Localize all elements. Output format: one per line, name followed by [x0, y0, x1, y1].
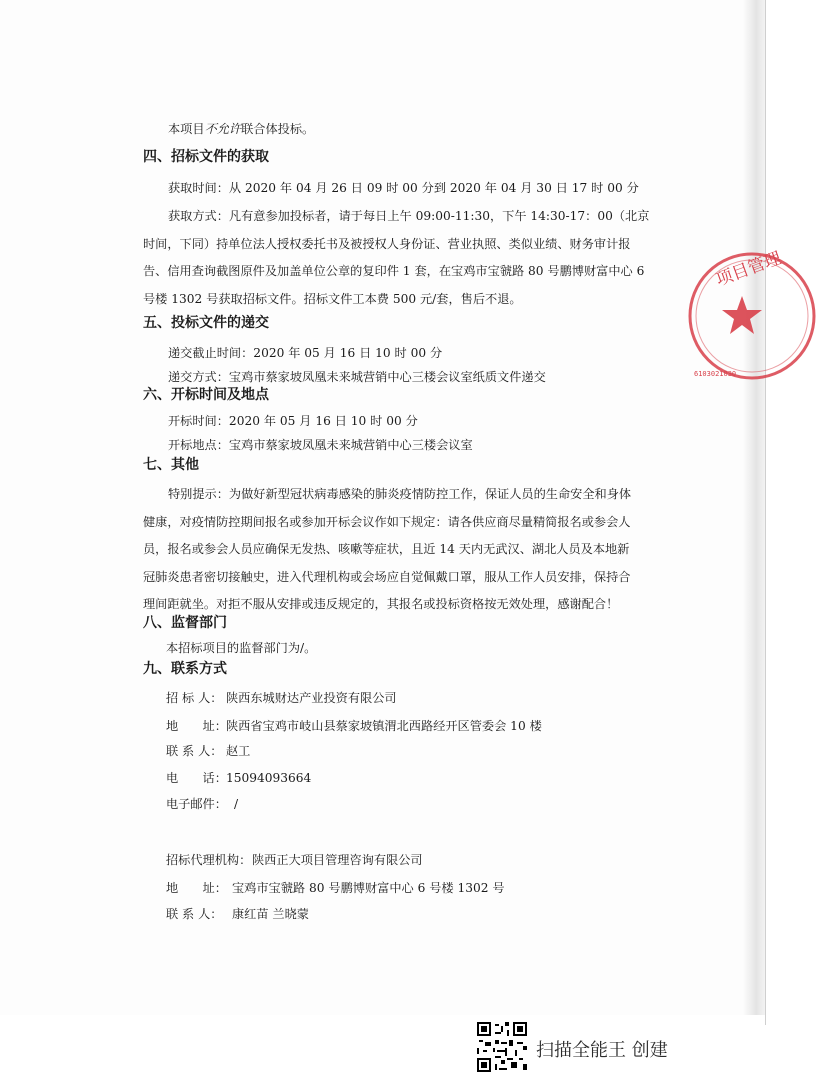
- section-8-heading: 八、监督部门: [143, 615, 227, 631]
- contact-label: 招 标 人：: [166, 691, 223, 705]
- joint-bid-notice: [168, 121, 314, 137]
- s4-method-line-4: 号楼 1302 号获取招标文件。招标文件工本费 500 元/套，售后不退。: [143, 292, 522, 306]
- s7-line-3: 员，报名或参会人员应确保无发热、咳嗽等症状，且近 14 天内无武汉、湖北人员及本地新: [143, 542, 630, 556]
- s4-acquire-time: 获取时间：从 2020 年 04 月 26 日 09 时 00 分到 2020 年 04 月 30 日 17 时 00 分: [168, 181, 639, 195]
- tenderer-email-row: [166, 796, 238, 812]
- agency-name-row: [166, 852, 423, 868]
- notice-text-after: 联合体投标。: [241, 122, 315, 136]
- s5-place: 递交方式：宝鸡市蔡家坡凤凰未来城营销中心三楼会议室纸质文件递交: [168, 370, 546, 384]
- contact-value: /: [234, 797, 239, 811]
- company-seal-stamp: [682, 248, 822, 388]
- contact-value: 康红苗 兰晓蒙: [232, 907, 309, 921]
- contact-label: 电子邮件：: [166, 797, 227, 811]
- tenderer-phone-row: [166, 770, 311, 786]
- notice-text-emphasis: 不允许: [204, 122, 242, 136]
- agency-address-row: [166, 880, 505, 896]
- contact-value: 陕西正大项目管理咨询有限公司: [252, 853, 423, 867]
- s4-method-line-3: 告、信用查询截图原件及加盖单位公章的复印件 1 套，在宝鸡市宝虢路 80 号鹏博财富中心 6: [143, 264, 645, 278]
- contact-label: 联 系 人：: [166, 907, 223, 921]
- s7-line-2: 健康，对疫情防控期间报名或参加开标会议作如下规定：请各供应商尽量精简报名或参会人: [143, 515, 631, 529]
- s8-text: 本招标项目的监督部门为/。: [166, 641, 317, 655]
- seal-star-icon: [722, 296, 762, 334]
- s4-method-line-1: 获取方式：凡有意参加投标者，请于每日上午 09:00-11:30，下午 14:30-17：00（北京: [168, 209, 650, 223]
- s5-deadline: 递交截止时间：2020 年 05 月 16 日 10 时 00 分: [168, 346, 443, 360]
- notice-text-before: 本项目: [168, 122, 205, 136]
- contact-label: 电 话：: [166, 771, 227, 785]
- section-7-heading: 七、其他: [143, 457, 199, 473]
- section-9-heading: 九、联系方式: [143, 661, 227, 677]
- section-4-heading: 四、招标文件的获取: [143, 149, 269, 165]
- section-5-heading: 五、投标文件的递交: [143, 315, 269, 331]
- s6-place: 开标地点：宝鸡市蔡家坡凤凰未来城营销中心三楼会议室: [168, 438, 473, 452]
- qr-code-icon: [477, 1022, 527, 1072]
- s4-method-line-2: 时间，下同）持单位法人授权委托书及被授权人身份证、营业执照、类似业绩、财务审计报: [143, 237, 631, 251]
- contact-value: 15094093664: [226, 771, 312, 785]
- page-edge: [743, 0, 765, 1030]
- seal-serial: 6103021030: [694, 370, 737, 378]
- scanner-watermark-text: 扫描全能王 创建: [536, 1040, 668, 1061]
- contact-value: 陕西东城财达产业投资有限公司: [226, 691, 397, 705]
- contact-label: 地 址：: [166, 881, 227, 895]
- seal-text: 项目管理: [713, 248, 785, 291]
- contact-value: 陕西省宝鸡市岐山县蔡家坡镇渭北西路经开区管委会 10 楼: [226, 719, 542, 733]
- agency-contact-row: [166, 906, 309, 922]
- s7-line-1: 特别提示：为做好新型冠状病毒感染的肺炎疫情防控工作，保证人员的生命安全和身体: [168, 487, 632, 501]
- s7-line-4: 冠肺炎患者密切接触史，进入代理机构或会场应自觉佩戴口罩，服从工作人员安排，保持合: [143, 570, 631, 584]
- contact-label: 联 系 人：: [166, 744, 223, 758]
- contact-label: 招标代理机构：: [166, 853, 252, 867]
- tenderer-contact-row: [166, 743, 250, 759]
- s7-line-5: 理间距就坐。对拒不服从安排或违反规定的，其报名或投标资格按无效处理，感谢配合！: [143, 597, 619, 611]
- s6-time: 开标时间：2020 年 05 月 16 日 10 时 00 分: [168, 414, 418, 428]
- contact-label: 地 址：: [166, 719, 227, 733]
- contact-value: 赵工: [226, 744, 251, 758]
- contact-value: 宝鸡市宝虢路 80 号鹏博财富中心 6 号楼 1302 号: [232, 881, 505, 895]
- tenderer-address-row: [166, 718, 542, 734]
- tenderer-name-row: [166, 690, 397, 706]
- section-6-heading: 六、开标时间及地点: [143, 387, 269, 403]
